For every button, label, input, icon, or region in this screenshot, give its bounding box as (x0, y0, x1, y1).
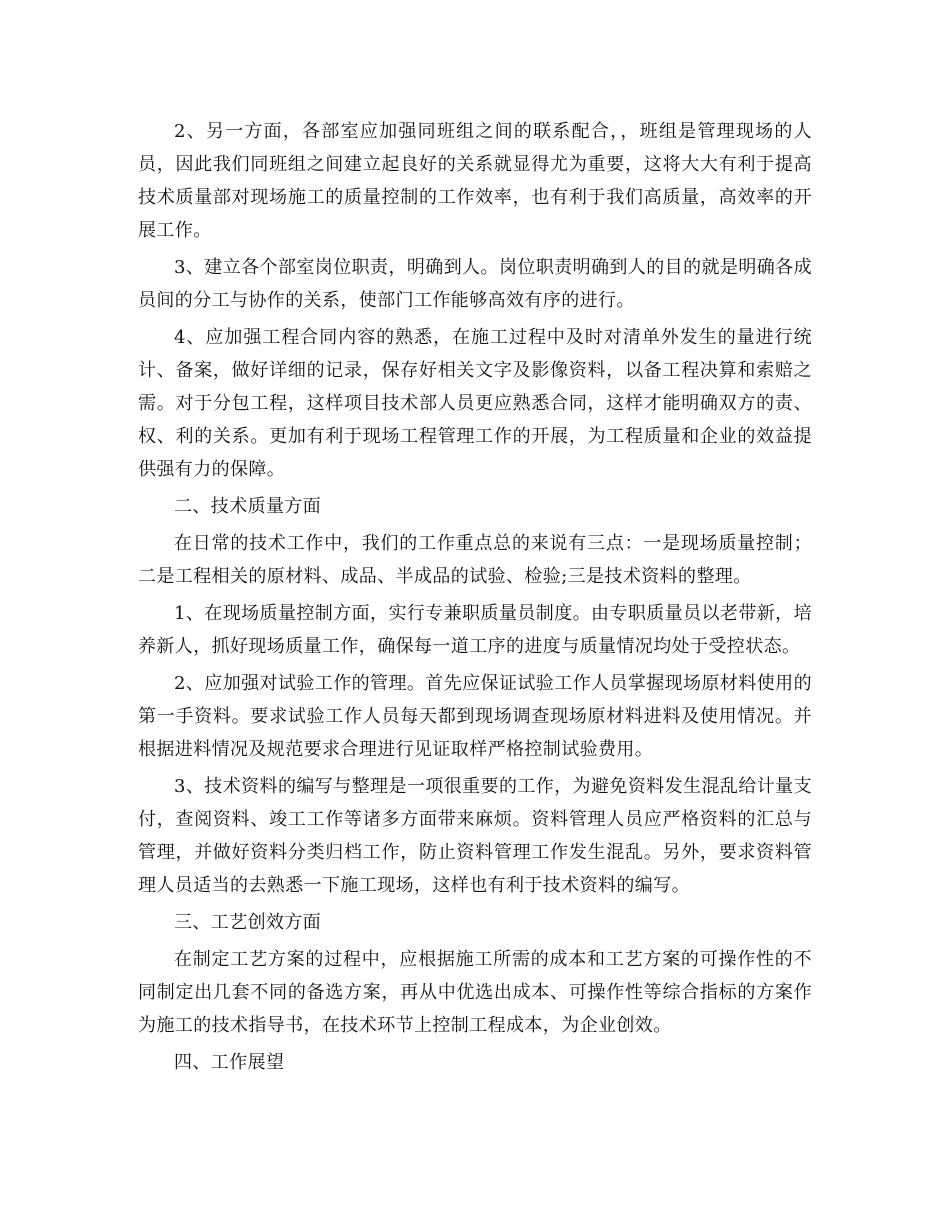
paragraph-quality-control: 1、在现场质量控制方面，实行专兼职质量员制度。由专职质量员以老带新，培养新人，抓好现场质量工作，确保每一道工序的进度与质量情况均处于受控状态。 (138, 603, 812, 657)
paragraph-technical-documents: 3、技术资料的编写与整理是一项很重要的工作，为避免资料发生混乱给计量支付，查阅资料、竣工工作等诸多方面带来麻烦。资料管理人员应严格资料的汇总与管理，并做好资料分类归档工作，防止资料管理工作发生混乱。另外，要求资料管理人员适当的去熟悉一下施工现场，这样也有利于技术资料的编写。 (138, 776, 812, 896)
paragraph-testing-management: 2、应加强对试验工作的管理。首先应保证试验工作人员掌握现场原材料使用的第一手资料。要求试验工作人员每天都到现场调查现场原材料进料及使用情况。并根据进料情况及规范要求合理进行见证取样严格控制试验费用。 (138, 673, 812, 760)
section-heading-process-efficiency: 三、工艺创效方面 (174, 912, 322, 933)
section-heading-technical-quality: 二、技术质量方面 (174, 496, 322, 517)
paragraph-contract-familiarity: 4、应加强工程合同内容的熟悉，在施工过程中及时对清单外发生的量进行统计、备案，做好详细的记录，保存好相关文字及影像资料，以备工程决算和索赔之需。对于分包工程，这样项目技术部人员更应熟悉合同，这样才能明确双方的责、权、利的关系。更加有利于现场工程管理工作的开展，为工程质量和企业的效益提供强有力的保障。 (138, 327, 812, 480)
document-body (138, 115, 812, 1079)
paragraph-team-coordination: 2、另一方面，各部室应加强同班组之间的联系配合，，班组是管理现场的人员，因此我们同班组之间建立起良好的关系就显得尤为重要，这将大大有利于提高技术质量部对现场施工的质量控制的工作效率，也有利于我们高质量，高效率的开展工作。 (138, 121, 812, 241)
section-heading-work-outlook: 四、工作展望 (174, 1052, 285, 1073)
paragraph-job-responsibilities: 3、建立各个部室岗位职责，明确到人。岗位职责明确到人的目的就是明确各成员间的分工与协作的关系，使部门工作能够高效有序的进行。 (138, 257, 812, 311)
paragraph-process-plan: 在制定工艺方案的过程中，应根据施工所需的成本和工艺方案的可操作性的不同制定出几套不同的备选方案，再从中优选出成本、可操作性等综合指标的方案作为施工的技术指导书，在技术环节上控制工程成本，为企业创效。 (138, 949, 812, 1036)
paragraph-technical-focus: 在日常的技术工作中，我们的工作重点总的来说有三点：一是现场质量控制；二是工程相关的原材料、成品、半成品的试验、检验;三是技术资料的整理。 (138, 533, 812, 587)
